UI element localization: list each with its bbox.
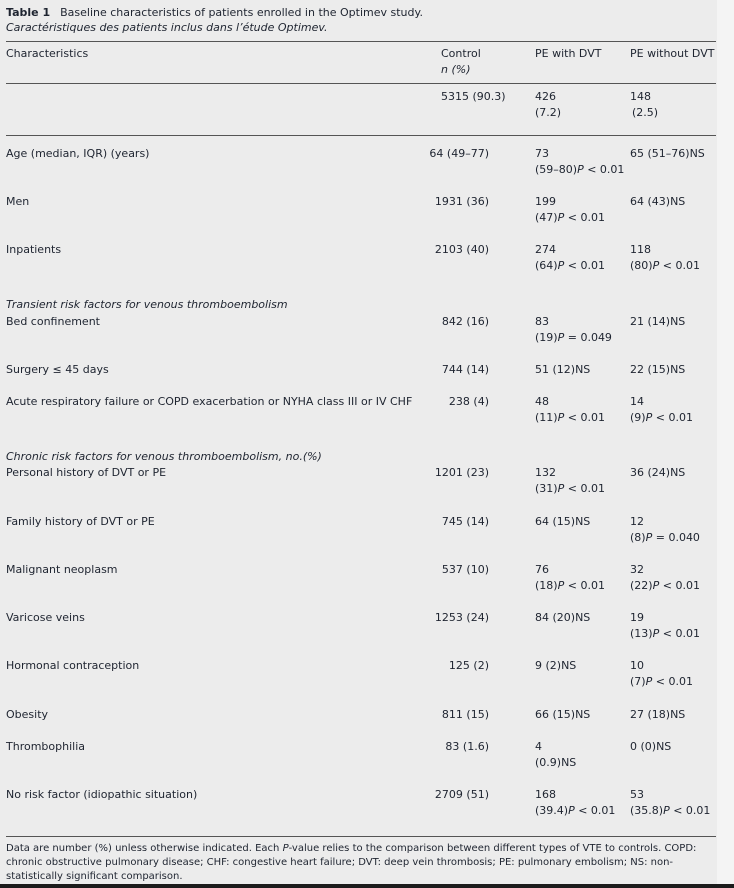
value: (7) xyxy=(630,675,646,688)
p-value: < 0.01 xyxy=(564,411,605,424)
row-pe-without-dvt xyxy=(630,787,716,819)
value: 65 (51–76)NS xyxy=(630,147,705,160)
row-label: Surgery ≤ 45 days xyxy=(6,363,109,376)
row-control: 537 (10) xyxy=(441,563,489,576)
p-value: < 0.01 xyxy=(564,211,605,224)
value: 0 (0)NS xyxy=(630,740,672,753)
p-value: < 0.01 xyxy=(652,675,693,688)
row-control: 83 (1.6) xyxy=(445,740,489,753)
value: 22 (15)NS xyxy=(630,363,686,376)
value: 53 xyxy=(630,788,644,801)
header-characteristics: Characteristics xyxy=(6,47,89,60)
p-value: = 0.049 xyxy=(564,331,612,344)
row-pe-without-dvt xyxy=(630,242,716,274)
p-symbol: P xyxy=(557,331,565,344)
row-pe-with-dvt xyxy=(535,658,625,674)
row-pe-without-dvt xyxy=(630,739,716,755)
row-label: Age (median, IQR) (years) xyxy=(6,147,150,160)
value: 64 (43)NS xyxy=(630,195,686,208)
bottom-rule xyxy=(6,836,716,837)
value: 73 xyxy=(535,147,549,160)
footnote-p-symbol: P xyxy=(282,843,289,854)
row-label: No risk factor (idiopathic situation) xyxy=(6,788,198,801)
row-pe-without-dvt xyxy=(630,658,716,690)
row-pe-without-dvt xyxy=(630,514,716,546)
value: 19 xyxy=(630,611,644,624)
value: (13) xyxy=(630,627,653,640)
total-pe-with-dvt xyxy=(535,89,561,121)
row-control: 1931 (36) xyxy=(434,195,489,208)
row-control: 2709 (51) xyxy=(434,788,489,801)
row-label: Malignant neoplasm xyxy=(6,563,118,576)
value: 83 xyxy=(535,315,549,328)
value: 9 (2)NS xyxy=(535,659,577,672)
header-pe-without-dvt: PE without DVT xyxy=(630,47,715,60)
p-symbol: P xyxy=(645,411,653,424)
table-title: Baseline characteristics of patients enrolled in the Optimev study. xyxy=(60,6,423,19)
value: (80) xyxy=(630,259,653,272)
value: (35.8) xyxy=(630,804,664,817)
section-chronic: Chronic risk factors for venous thromboembolism, no.(%) xyxy=(6,450,322,463)
bottom-edge xyxy=(0,884,734,888)
p-value: < 0.01 xyxy=(659,627,700,640)
p-symbol: P xyxy=(663,804,670,817)
row-control: 745 (14) xyxy=(441,515,489,528)
row-label: Hormonal contraception xyxy=(6,659,140,672)
value: (47) xyxy=(535,211,558,224)
p-value: < 0.01 xyxy=(574,804,616,817)
p-value: < 0.01 xyxy=(583,163,625,176)
p-value: < 0.01 xyxy=(659,579,700,592)
row-pe-without-dvt xyxy=(630,562,716,594)
footnote-text: Data are number (%) unless otherwise indicated. Each xyxy=(6,843,283,854)
total-control: 5315 (90.3) xyxy=(441,90,506,103)
value: 118 xyxy=(630,243,651,256)
row-pe-without-dvt xyxy=(630,707,716,723)
value: (0.9)NS xyxy=(535,756,577,769)
row-pe-without-dvt xyxy=(630,362,716,378)
row-pe-without-dvt xyxy=(630,610,716,642)
total-pe-without-dvt xyxy=(630,89,658,121)
row-control: 238 (4) xyxy=(448,395,489,408)
value: (11) xyxy=(535,411,558,424)
p-value: < 0.01 xyxy=(564,579,605,592)
table-label: Table 1 xyxy=(6,6,51,19)
p-symbol: P xyxy=(645,675,653,688)
row-pe-without-dvt xyxy=(630,314,716,330)
row-label: Men xyxy=(6,195,30,208)
value: 14 xyxy=(630,395,644,408)
value: 132 xyxy=(535,466,556,479)
value: 64 (15)NS xyxy=(535,515,591,528)
p-symbol: P xyxy=(557,411,565,424)
row-pe-with-dvt xyxy=(535,514,625,530)
value: 84 (20)NS xyxy=(535,611,591,624)
header-pe-with-dvt: PE with DVT xyxy=(535,47,602,60)
row-pe-with-dvt xyxy=(535,362,625,378)
row-pe-with-dvt xyxy=(535,707,625,723)
value: 199 xyxy=(535,195,556,208)
value: 21 (14)NS xyxy=(630,315,686,328)
row-control: 1201 (23) xyxy=(434,466,489,479)
p-value: < 0.01 xyxy=(659,259,700,272)
row-label: Thrombophilia xyxy=(6,740,85,753)
table-footnote xyxy=(6,842,718,884)
total-pe-without-dvt-n: 148 xyxy=(630,90,651,103)
value: 10 xyxy=(630,659,644,672)
value: 76 xyxy=(535,563,549,576)
p-symbol: P xyxy=(645,531,653,544)
value: 66 (15)NS xyxy=(535,708,591,721)
row-pe-with-dvt xyxy=(535,787,625,819)
value: (59–80) xyxy=(535,163,578,176)
row-label: Inpatients xyxy=(6,243,62,256)
row-pe-with-dvt xyxy=(535,394,625,426)
header-control xyxy=(441,46,481,78)
table-caption xyxy=(6,5,423,35)
row-control: 1253 (24) xyxy=(434,611,489,624)
row-pe-without-dvt xyxy=(630,146,716,162)
row-label: Varicose veins xyxy=(6,611,85,624)
value: 51 (12)NS xyxy=(535,363,591,376)
row-control: 2103 (40) xyxy=(434,243,489,256)
value: 274 xyxy=(535,243,556,256)
section-transient: Transient risk factors for venous thromboembolism xyxy=(6,298,288,311)
header-rule xyxy=(6,83,716,84)
row-label: Personal history of DVT or PE xyxy=(6,466,167,479)
value: (18) xyxy=(535,579,558,592)
row-pe-with-dvt xyxy=(535,465,625,497)
p-value: < 0.01 xyxy=(669,804,711,817)
row-label: Acute respiratory failure or COPD exacerbation or NYHA class III or IV CHF xyxy=(6,395,413,408)
row-pe-with-dvt xyxy=(535,242,625,274)
p-symbol: P xyxy=(568,804,575,817)
row-pe-with-dvt xyxy=(535,194,625,226)
p-symbol: P xyxy=(557,211,565,224)
p-symbol: P xyxy=(557,259,565,272)
row-pe-with-dvt xyxy=(535,610,625,626)
p-symbol: P xyxy=(557,579,565,592)
p-symbol: P xyxy=(652,259,660,272)
body-rule xyxy=(6,135,716,136)
row-control: 811 (15) xyxy=(441,708,489,721)
value: (64) xyxy=(535,259,558,272)
value: (22) xyxy=(630,579,653,592)
row-label: Bed confinement xyxy=(6,315,100,328)
value: (8) xyxy=(630,531,646,544)
row-control: 125 (2) xyxy=(448,659,489,672)
p-value: < 0.01 xyxy=(564,259,605,272)
row-pe-with-dvt xyxy=(535,562,625,594)
value: 27 (18)NS xyxy=(630,708,686,721)
row-label: Obesity xyxy=(6,708,49,721)
p-symbol: P xyxy=(577,163,584,176)
value: 32 xyxy=(630,563,644,576)
row-pe-without-dvt xyxy=(630,465,716,481)
value: 12 xyxy=(630,515,644,528)
p-value: < 0.01 xyxy=(564,482,605,495)
total-pe-with-dvt-n: 426 xyxy=(535,90,556,103)
value: 48 xyxy=(535,395,549,408)
top-rule xyxy=(6,41,716,42)
p-symbol: P xyxy=(652,579,660,592)
value: (19) xyxy=(535,331,558,344)
header-control-sub: n (%) xyxy=(441,63,471,76)
row-control: 842 (16) xyxy=(441,315,489,328)
row-pe-with-dvt xyxy=(535,314,625,346)
p-symbol: P xyxy=(557,482,565,495)
value: 168 xyxy=(535,788,556,801)
value: 4 xyxy=(535,740,542,753)
row-control: 64 (49–77) xyxy=(429,147,489,160)
row-control: 744 (14) xyxy=(441,363,489,376)
value: (9) xyxy=(630,411,646,424)
value: (31) xyxy=(535,482,558,495)
p-value: < 0.01 xyxy=(652,411,693,424)
value: (39.4) xyxy=(535,804,569,817)
footnote-text-2: -value relies to the comparison between different types of VTE to controls. COPD: chronic obstructive pulmonary disease; CHF: congestive heart failure; DVT: deep vein thrombosis; PE: pulmonary embolism; NS: non-statistically significant comparison. xyxy=(6,843,697,882)
p-value: = 0.040 xyxy=(652,531,700,544)
total-pe-with-dvt-pct: (7.2) xyxy=(535,106,562,119)
value: 36 (24)NS xyxy=(630,466,686,479)
row-pe-with-dvt xyxy=(535,739,625,771)
row-pe-without-dvt xyxy=(630,194,716,210)
row-label: Family history of DVT or PE xyxy=(6,515,155,528)
row-pe-with-dvt xyxy=(535,146,625,178)
total-pe-without-dvt-pct: (2.5) xyxy=(632,106,659,119)
table-title-french: Caractéristiques des patients inclus dans l’étude Optimev. xyxy=(6,21,328,34)
p-symbol: P xyxy=(652,627,660,640)
row-pe-without-dvt xyxy=(630,394,716,426)
header-control-label: Control xyxy=(441,47,481,60)
